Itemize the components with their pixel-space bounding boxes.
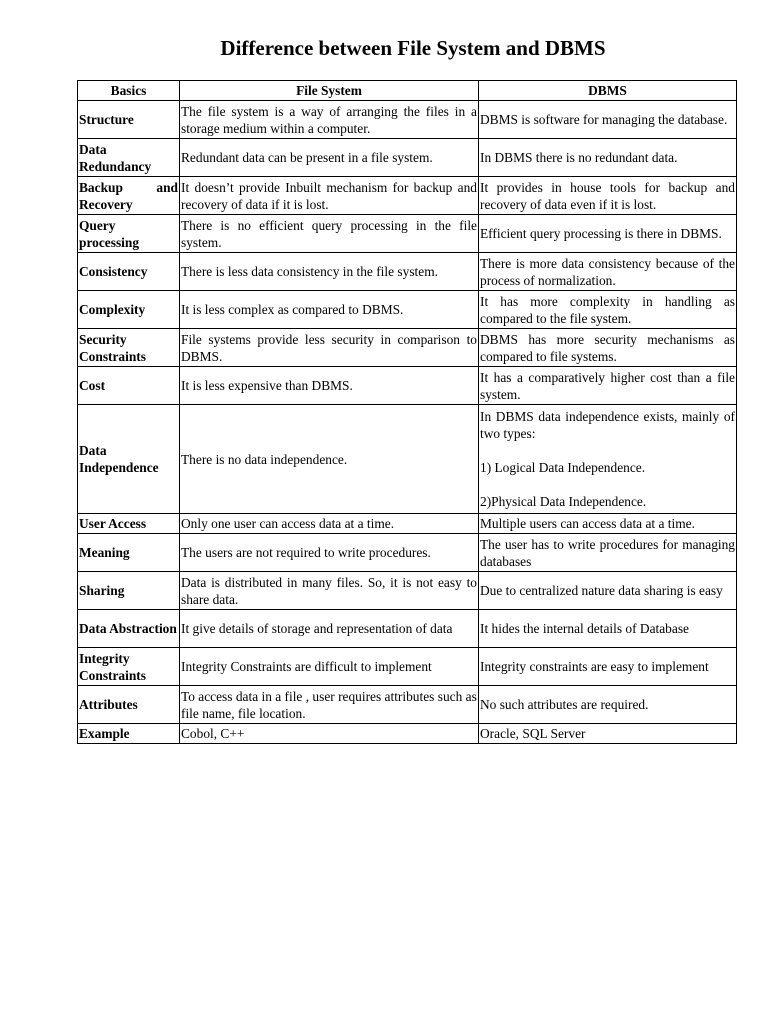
table-row — [78, 405, 737, 514]
dbms-cell: DBMS has more security mechanisms as compared to file systems. — [479, 329, 737, 367]
file-system-cell: It give details of storage and representation of data — [180, 610, 479, 648]
basis-cell: Cost — [78, 367, 180, 405]
basis-cell: Attributes — [78, 686, 180, 724]
basis-cell: Structure — [78, 101, 180, 139]
basis-cell: User Access — [78, 514, 180, 534]
file-system-cell: Redundant data can be present in a file system. — [180, 139, 479, 177]
table-row — [78, 610, 737, 648]
table-header-row — [78, 81, 737, 101]
basis-cell: Data Independence — [78, 405, 180, 514]
file-system-cell: There is no efficient query processing in the file system. — [180, 215, 479, 253]
dbms-cell: Integrity constraints are easy to implement — [479, 648, 737, 686]
file-system-cell: To access data in a file , user requires attributes such as file name, file location. — [180, 686, 479, 724]
basis-cell: Sharing — [78, 572, 180, 610]
dbms-cell: Multiple users can access data at a time. — [479, 514, 737, 534]
basis-cell: Integrity Constraints — [78, 648, 180, 686]
table-row — [78, 648, 737, 686]
basis-cell: Data Redundancy — [78, 139, 180, 177]
table-row — [78, 101, 737, 139]
data-independence-intro: In DBMS data independence exists, mainly of two types: — [480, 409, 735, 441]
table-row — [78, 291, 737, 329]
table-row — [78, 253, 737, 291]
page-title: Difference between File System and DBMS — [220, 36, 606, 60]
basis-cell: Consistency — [78, 253, 180, 291]
table-row — [78, 329, 737, 367]
file-system-cell: File systems provide less security in comparison to DBMS. — [180, 329, 479, 367]
basis-cell: Data Abstraction — [78, 610, 180, 648]
table-row — [78, 686, 737, 724]
dbms-cell: DBMS is software for managing the database. — [479, 101, 737, 139]
header-file-system: File System — [180, 81, 479, 101]
dbms-cell: The user has to write procedures for managing databases — [479, 534, 737, 572]
file-system-cell: It doesn’t provide Inbuilt mechanism for backup and recovery of data if it is lost. — [180, 177, 479, 215]
header-basics: Basics — [78, 81, 180, 101]
table-row — [78, 215, 737, 253]
file-system-cell: Data is distributed in many files. So, it is not easy to share data. — [180, 572, 479, 610]
line-spacer — [480, 476, 735, 493]
table-row — [78, 572, 737, 610]
file-system-cell: It is less expensive than DBMS. — [180, 367, 479, 405]
comparison-table — [77, 80, 737, 744]
dbms-cell: It has a comparatively higher cost than a file system. — [479, 367, 737, 405]
file-system-cell: There is less data consistency in the file system. — [180, 253, 479, 291]
basis-cell: Example — [78, 724, 180, 744]
dbms-cell: There is more data consistency because of the process of normalization. — [479, 253, 737, 291]
dbms-cell: In DBMS there is no redundant data. — [479, 139, 737, 177]
dbms-cell — [479, 405, 737, 514]
dbms-cell: It has more complexity in handling as compared to the file system. — [479, 291, 737, 329]
file-system-cell: It is less complex as compared to DBMS. — [180, 291, 479, 329]
basis-cell: Security Constraints — [78, 329, 180, 367]
basis-cell: Meaning — [78, 534, 180, 572]
file-system-cell: The file system is a way of arranging the files in a storage medium within a computer. — [180, 101, 479, 139]
file-system-cell: Integrity Constraints are difficult to implement — [180, 648, 479, 686]
dbms-cell: It provides in house tools for backup and recovery of data even if it is lost. — [479, 177, 737, 215]
dbms-cell: Oracle, SQL Server — [479, 724, 737, 744]
table-row — [78, 534, 737, 572]
basis-cell: Query processing — [78, 215, 180, 253]
dbms-cell: Efficient query processing is there in DBMS. — [479, 215, 737, 253]
basis-cell: Complexity — [78, 291, 180, 329]
basis-cell: Backup and Recovery — [78, 177, 180, 215]
file-system-cell: Cobol, C++ — [180, 724, 479, 744]
dbms-cell: No such attributes are required. — [479, 686, 737, 724]
dbms-cell: It hides the internal details of Database — [479, 610, 737, 648]
line-spacer — [480, 442, 735, 459]
dbms-cell: Due to centralized nature data sharing is easy — [479, 572, 737, 610]
table-row — [78, 139, 737, 177]
table-row — [78, 177, 737, 215]
physical-independence-item: 2)Physical Data Independence. — [480, 494, 647, 509]
logical-independence-item: 1) Logical Data Independence. — [480, 460, 646, 475]
table-row — [78, 367, 737, 405]
file-system-cell: Only one user can access data at a time. — [180, 514, 479, 534]
table-row — [78, 724, 737, 744]
file-system-cell: The users are not required to write procedures. — [180, 534, 479, 572]
table-row — [78, 514, 737, 534]
file-system-cell: There is no data independence. — [180, 405, 479, 514]
header-dbms: DBMS — [479, 81, 737, 101]
